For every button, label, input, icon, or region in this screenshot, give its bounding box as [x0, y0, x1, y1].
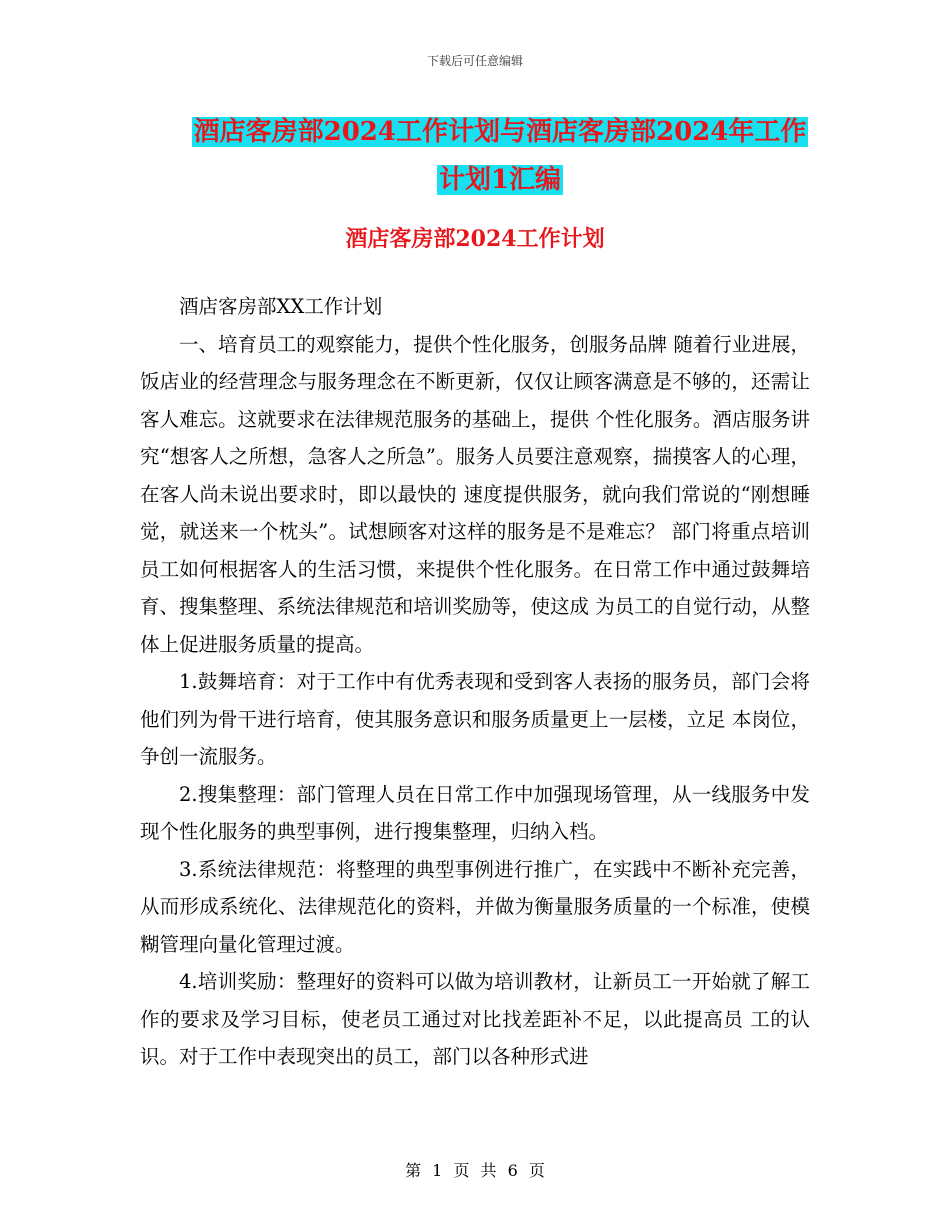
paragraph: 3.系统法律规范：将整理的典型事例进行推广，在实践中不断补充完善，从而形成系统化、法律规范化的资料，并做为衡量服务质量的一个标准，使模 糊管理向量化管理过渡。 — [140, 857, 810, 956]
page-footer: 第 1 页 共 6 页 — [405, 1161, 545, 1180]
title-line-2: 计划1汇编 — [438, 165, 562, 195]
paragraph: 2.搜集整理：部门管理人员在日常工作中加强现场管理，从一线服务中发现个性化服务的典型事例，进行搜集整理，归纳入档。 — [140, 782, 810, 843]
paragraph: 一、培育员工的观察能力，提供个性化服务，创服务品牌 随着行业进展，饭店业的经营理念与服务理念在不断更新，仅仅让顾客满意是不够的，还需让客人难忘。这就要求在法律规范服务的基础上，提供 个性化服务。酒店服务讲究“想客人之所想，急客人之所急”。服务人员要注意观察，揣摸客人的心理，在客人尚未说出要求时，即以最快的 速度提供服务，就向我们常说的“刚想睡觉，就送来一个枕头”。试想顾客对这样的服务是不是难忘？ 部门将重点培训员工如何根据客人的生活习惯，来提供个性化服务。在日常工作中通过鼓舞培育、搜集整理、系统法律规范和培训奖励等，使这成 为员工的自觉行动，从整体上促进服务质量的提高。 — [140, 332, 810, 656]
title-line-1: 酒店客房部2024工作计划与酒店客房部2024年工作 — [193, 117, 807, 147]
section-title: 酒店客房部2024工作计划 — [345, 226, 605, 252]
paragraph: 4.培训奖励：整理好的资料可以做为培训教材，让新员工一开始就了解工作的要求及学习目标，使老员工通过对比找差距补不足，以此提高员 工的认识。对于工作中表现突出的员工，部门以各种形式进 — [140, 970, 810, 1068]
paragraph: 1.鼓舞培育：对于工作中有优秀表现和受到客人表扬的服务员，部门会将他们列为骨干进行培育，使其服务意识和服务质量更上一层楼，立足 本岗位，争创一流服务。 — [140, 670, 810, 768]
body-text — [140, 288, 810, 1076]
paragraph: 酒店客房部XX工作计划 — [179, 295, 383, 318]
document-title — [140, 108, 860, 204]
header-note: 下载后可任意编辑 — [426, 54, 523, 68]
